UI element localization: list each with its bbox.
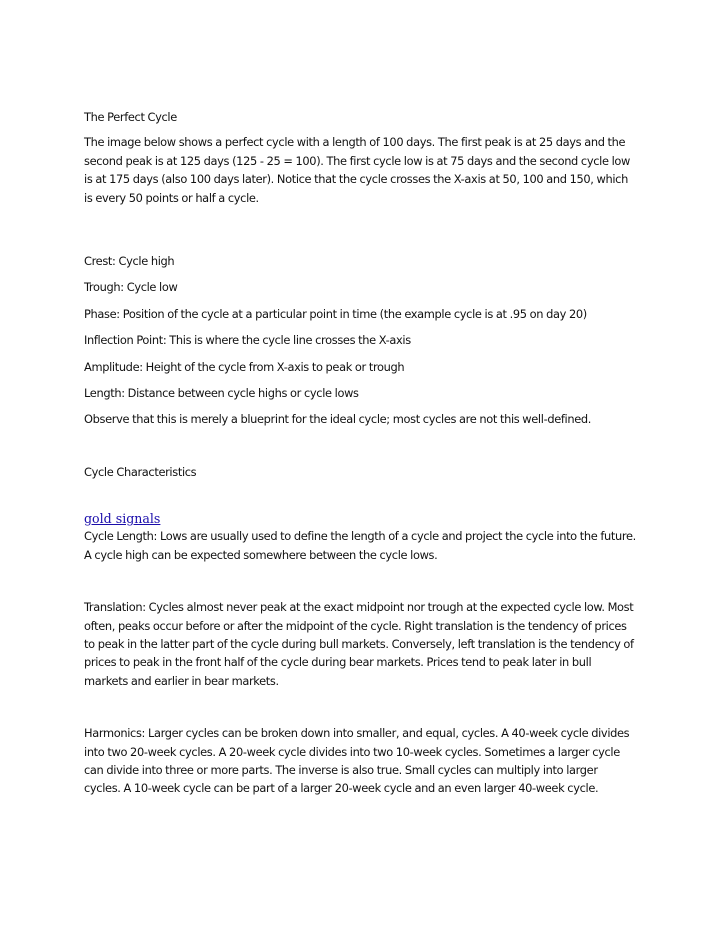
definition-crest: Crest: Cycle high xyxy=(84,254,175,269)
observe-paragraph: Observe that this is merely a blueprint for the ideal cycle; most cycles are not this well-defined. xyxy=(84,412,592,427)
document-title: The Perfect Cycle xyxy=(84,110,177,124)
gold-signals-link[interactable]: gold signals xyxy=(84,511,161,527)
definition-phase: Phase: Position of the cycle at a particular point in time (the example cycle is at .95 on day 20) xyxy=(84,306,587,321)
section-heading: Cycle Characteristics xyxy=(84,464,197,479)
definition-inflection-point: Inflection Point: This is where the cycle line crosses the X-axis xyxy=(84,333,411,348)
harmonics-paragraph: Harmonics: Larger cycles can be broken down into smaller, and equal, cycles. A 40-week cycle divides into two 20-week cycles. A 20-week cycle divides into two 10-week cycles. Sometimes a larger cycle can divide into three or more parts. The inverse is also true. Small cycles can multiply into larger cycles. A 10-week cycle can be part of a larger 20-week cycle and an even larger 40-week cycle. xyxy=(84,726,630,796)
definition-trough: Trough: Cycle low xyxy=(84,280,178,295)
definition-length: Length: Distance between cycle highs or cycle lows xyxy=(84,386,359,401)
definition-amplitude: Amplitude: Height of the cycle from X-axis to peak or trough xyxy=(84,359,405,374)
cycle-length-paragraph: Cycle Length: Lows are usually used to define the length of a cycle and project the cycle into the future. A cycle high can be expected somewhere between the cycle lows. xyxy=(84,529,636,562)
intro-paragraph: The image below shows a perfect cycle with a length of 100 days. The first peak is at 25 days and the second peak is at 125 days (125 - 25 = 100). The first cycle low is at 75 days and the second cycle low is at 175 days (also 100 days later). Notice that the cycle crosses the X-axis at 50, 100 and 150, which is every 50 points or half a cycle. xyxy=(84,135,630,205)
translation-paragraph: Translation: Cycles almost never peak at the exact midpoint nor trough at the expected cycle low. Most often, peaks occur before or after the midpoint of the cycle. Right translation is the tendency of prices to peak in the latter part of the cycle during bull markets. Conversely, left translation is the tendency of prices to peak in the front half of the cycle during bear markets. Prices tend to peak later in bull markets and earlier in bear markets. xyxy=(84,600,634,688)
document-page xyxy=(84,108,636,798)
link-line xyxy=(84,510,636,527)
